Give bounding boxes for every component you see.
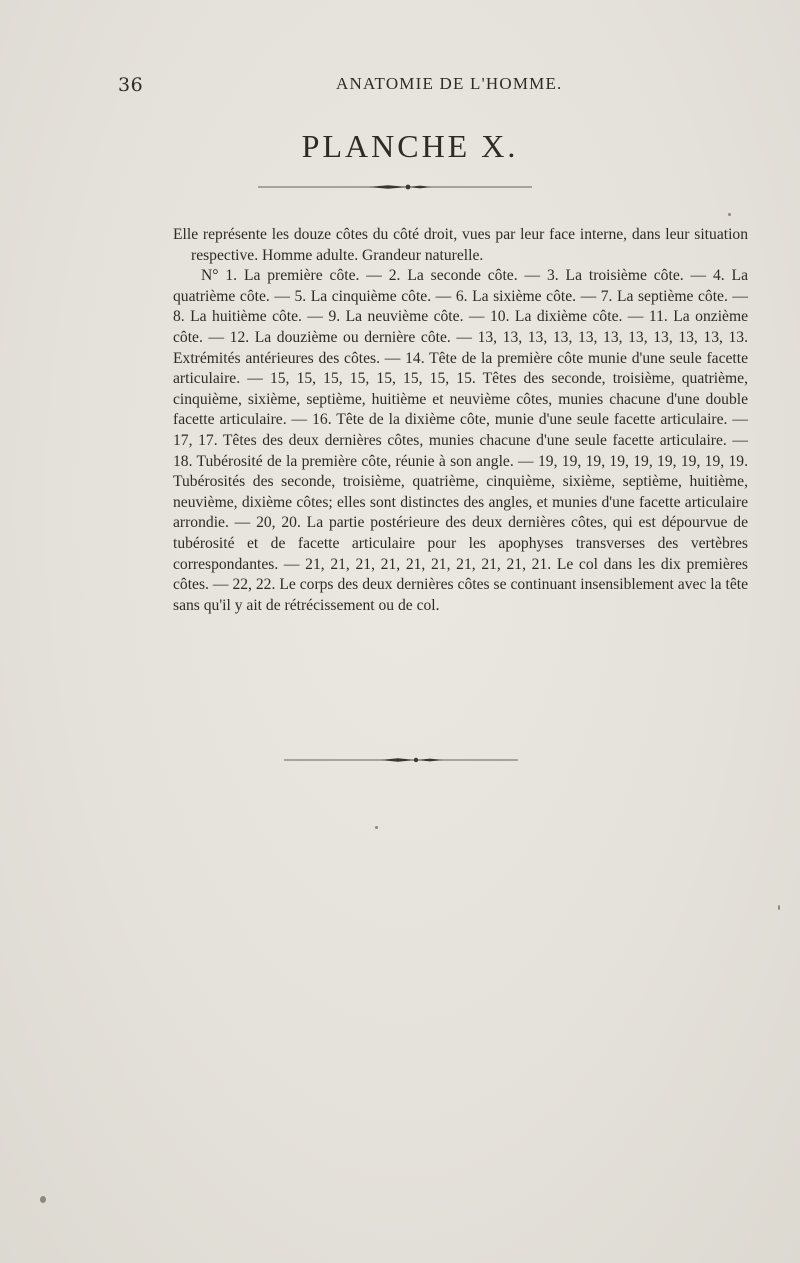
plate-description (173, 225, 748, 616)
paper-speck (40, 1196, 46, 1203)
running-head (0, 74, 800, 98)
running-title: ANATOMIE DE L'HOMME. (336, 74, 563, 93)
ornamental-rule-top (258, 183, 532, 191)
paper-speck (728, 213, 731, 216)
page-number: 36 (118, 74, 144, 96)
paper-speck (375, 826, 378, 829)
legend-text: N° 1. La première côte. — 2. La seconde côte. — 3. La troisième côte. — 4. La quatrième côte. — 5. La cinquième côte. — 6. La sixième côte. — 7. La septième côte. — 8. La huitième côte. — 9. La neuvième côte. — 10. La dixième côte. — 11. La onzième côte. — 12. La douzième ou dernière côte. — 13, 13, 13, 13, 13, 13, 13, 13, 13, 13, 13. Extrémités antérieures des côtes. — 14. Tête de la première côte munie d'une seule facette articulaire. — 15, 15, 15, 15, 15, 15, 15, 15. Têtes des seconde, troisième, quatrième, cinquième, sixième, septième, huitième et neuvième côtes, munies chacune d'une double facette articulaire. — 16. Tête de la dixième côte, munie d'une seule facette articulaire. — 17, 17. Têtes des deux dernières côtes, munies chacune d'une seule facette articulaire. — 18. Tubérosité de la première côte, réunie à son angle. — 19, 19, 19, 19, 19, 19, 19, 19, 19. Tubérosités des seconde, troisième, quatrième, cinquième, sixième, septième, huitième, neuvième, dixième côtes; elles sont distinctes des angles, et munies d'une facette articulaire arrondie. — 20, 20. La partie postérieure des deux dernières côtes, qui est dépourvue de tubérosité et de facette articulaire pour les apophyses transverses des vertèbres correspondantes. — 21, 21, 21, 21, 21, 21, 21, 21, 21, 21. Le col dans les dix premières côtes. — 22, 22. Le corps des deux dernières côtes se continuant insensiblement avec la tête sans qu'il y ait de rétrécissement ou de col. (173, 267, 748, 614)
ornamental-rule-bottom (284, 756, 518, 764)
description-intro: Elle représente les douze côtes du côté droit, vues par leur face interne, dans leur situation respective. Homme adulte. Grandeur naturelle. (173, 226, 748, 264)
paper-speck (778, 905, 780, 910)
plate-title: PLANCHE X. (301, 128, 519, 164)
